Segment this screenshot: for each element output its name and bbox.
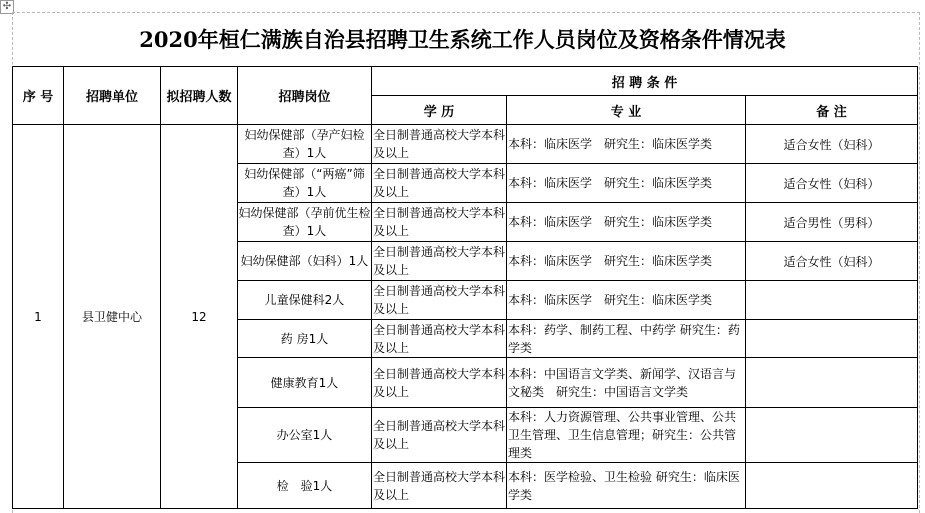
count-cell: 12 xyxy=(161,125,238,509)
post-cell: 妇幼保健部（“两癌”筛查）1人 xyxy=(238,164,372,203)
education-cell: 全日制普通高校大学本科及以上 xyxy=(372,358,507,408)
major-cell: 本科：中国语言文学类、新闻学、汉语言与文秘类 研究生：中国语言文学类 xyxy=(507,358,746,408)
education-cell: 全日制普通高校大学本科及以上 xyxy=(372,242,507,281)
table-move-handle-icon[interactable]: ✣ xyxy=(0,0,14,14)
education-cell: 全日制普通高校大学本科及以上 xyxy=(372,463,507,509)
post-cell: 妇幼保健部（孕前优生检查）1人 xyxy=(238,203,372,242)
major-cell: 本科：人力资源管理、公共事业管理、公共卫生管理、卫生信息管理；研究生：公共管理类 xyxy=(507,408,746,463)
post-cell: 儿童保健科2人 xyxy=(238,281,372,320)
note-cell xyxy=(746,320,918,358)
major-cell: 本科：临床医学 研究生：临床医学类 xyxy=(507,242,746,281)
major-cell: 本科：临床医学 研究生：临床医学类 xyxy=(507,203,746,242)
note-cell: 适合男性（男科） xyxy=(746,203,918,242)
major-cell: 本科：医学检验、卫生检验 研究生：临床医学类 xyxy=(507,463,746,509)
unit-cell: 县卫健中心 xyxy=(64,125,161,509)
post-cell: 健康教育1人 xyxy=(238,358,372,408)
education-cell: 全日制普通高校大学本科及以上 xyxy=(372,320,507,358)
table-body xyxy=(13,125,918,509)
header-unit: 招聘单位 xyxy=(64,67,161,125)
header-note: 备 注 xyxy=(746,96,918,125)
table-row xyxy=(13,125,918,164)
major-cell: 本科：临床医学 研究生：临床医学类 xyxy=(507,164,746,203)
post-cell: 药 房1人 xyxy=(238,320,372,358)
education-cell: 全日制普通高校大学本科及以上 xyxy=(372,125,507,164)
header-education: 学 历 xyxy=(372,96,507,125)
note-cell xyxy=(746,358,918,408)
major-cell: 本科：临床医学 研究生：临床医学类 xyxy=(507,281,746,320)
major-cell: 本科：临床医学 研究生：临床医学类 xyxy=(507,125,746,164)
header-seq: 序 号 xyxy=(13,67,64,125)
post-cell: 妇幼保健部（妇科）1人 xyxy=(238,242,372,281)
post-cell: 妇幼保健部（孕产妇检查）1人 xyxy=(238,125,372,164)
post-cell: 检 验1人 xyxy=(238,463,372,509)
document-title: 2020年桓仁满族自治县招聘卫生系统工作人员岗位及资格条件情况表 xyxy=(139,27,786,52)
major-cell: 本科：药学、制药工程、中药学 研究生：药学类 xyxy=(507,320,746,358)
header-major: 专 业 xyxy=(507,96,746,125)
post-cell: 办公室1人 xyxy=(238,408,372,463)
header-count: 拟招聘人数 xyxy=(161,67,238,125)
note-cell xyxy=(746,463,918,509)
education-cell: 全日制普通高校大学本科及以上 xyxy=(372,203,507,242)
education-cell: 全日制普通高校大学本科及以上 xyxy=(372,408,507,463)
note-cell xyxy=(746,408,918,463)
header-conditions: 招 聘 条 件 xyxy=(372,67,918,96)
note-cell: 适合女性（妇科） xyxy=(746,242,918,281)
recruitment-table xyxy=(12,66,918,509)
education-cell: 全日制普通高校大学本科及以上 xyxy=(372,281,507,320)
note-cell: 适合女性（妇科） xyxy=(746,125,918,164)
header-post: 招聘岗位 xyxy=(238,67,372,125)
note-cell xyxy=(746,281,918,320)
note-cell: 适合女性（妇科） xyxy=(746,164,918,203)
education-cell: 全日制普通高校大学本科及以上 xyxy=(372,164,507,203)
seq-cell: 1 xyxy=(13,125,64,509)
